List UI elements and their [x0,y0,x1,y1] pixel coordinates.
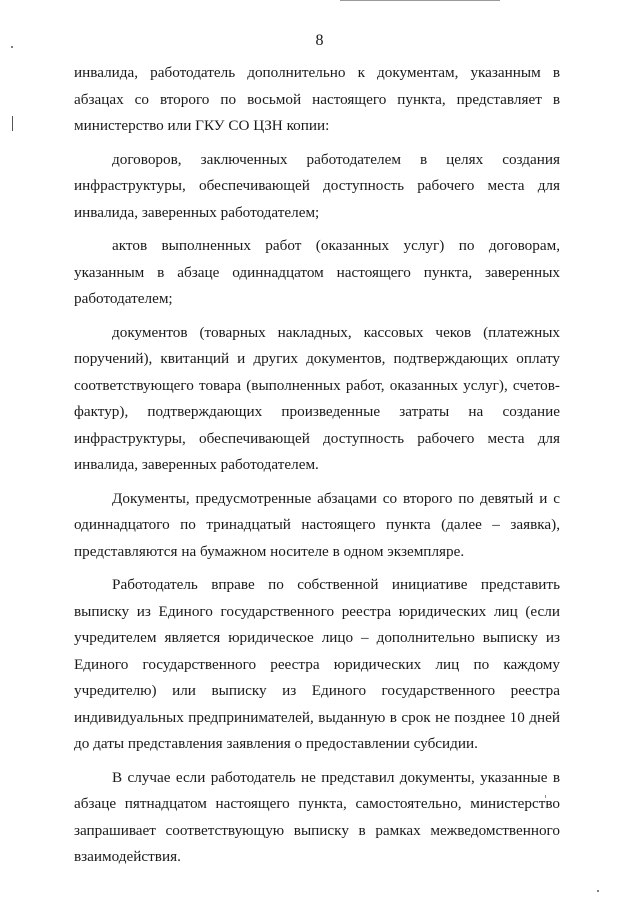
paragraph: инвалида, работодатель дополнительно к документам, указанным в абзацах со второго по восьмой настоящего пункта, представляет в министерство или ГКУ СО ЦЗН копии: [74,64,560,134]
paragraph: договоров, заключенных работодателем в целях создания инфраструктуры, обеспечивающей доступность рабочего места для инвалида, заверенных работодателем; [74,150,560,221]
scan-artifact [12,116,13,131]
scan-artifact [597,890,599,892]
paragraph: Документы, предусмотренные абзацами со второго по девятый и с одиннадцатого по тринадцатый настоящего пункта (далее – заявка), представляются на бумажном носителе в одном экземпляре. [74,489,560,560]
paragraph: документов (товарных накладных, кассовых чеков (платежных поручений), квитанций и других документов, подтверждающих оплату соответствующего товара (выполненных работ, оказанных услуг), счетов-фактур), подтверждающих произведенные затраты на создание инфраструктуры, обеспечивающей доступность рабочего места для инвалида, заверенных работодателем. [74,323,560,473]
document-body [74,60,560,871]
scan-artifact [340,0,500,1]
paragraph: В случае если работодатель не представил документы, указанные в абзаце пятнадцатом настоящего пункта, самостоятельно, министерство запрашивает соответствующую выписку в рамках межведомственного взаимодействия. [74,768,560,865]
page-number: 8 [315,32,324,49]
paragraph: Работодатель вправе по собственной инициативе представить выписку из Единого государственного реестра юридических лиц (если учредителем является юридическое лицо – дополнительно выписку из Единого государственного реестра юридических лиц по каждому учредителю) или выписку из Единого государственного реестра индивидуальных предпринимателей, выданную в срок не позднее 10 дней до даты представления заявления о предоставлении субсидии. [74,576,560,752]
paragraph: актов выполненных работ (оказанных услуг) по договорам, указанным в абзаце одиннадцатом настоящего пункта, заверенных работодателем; [74,237,560,307]
